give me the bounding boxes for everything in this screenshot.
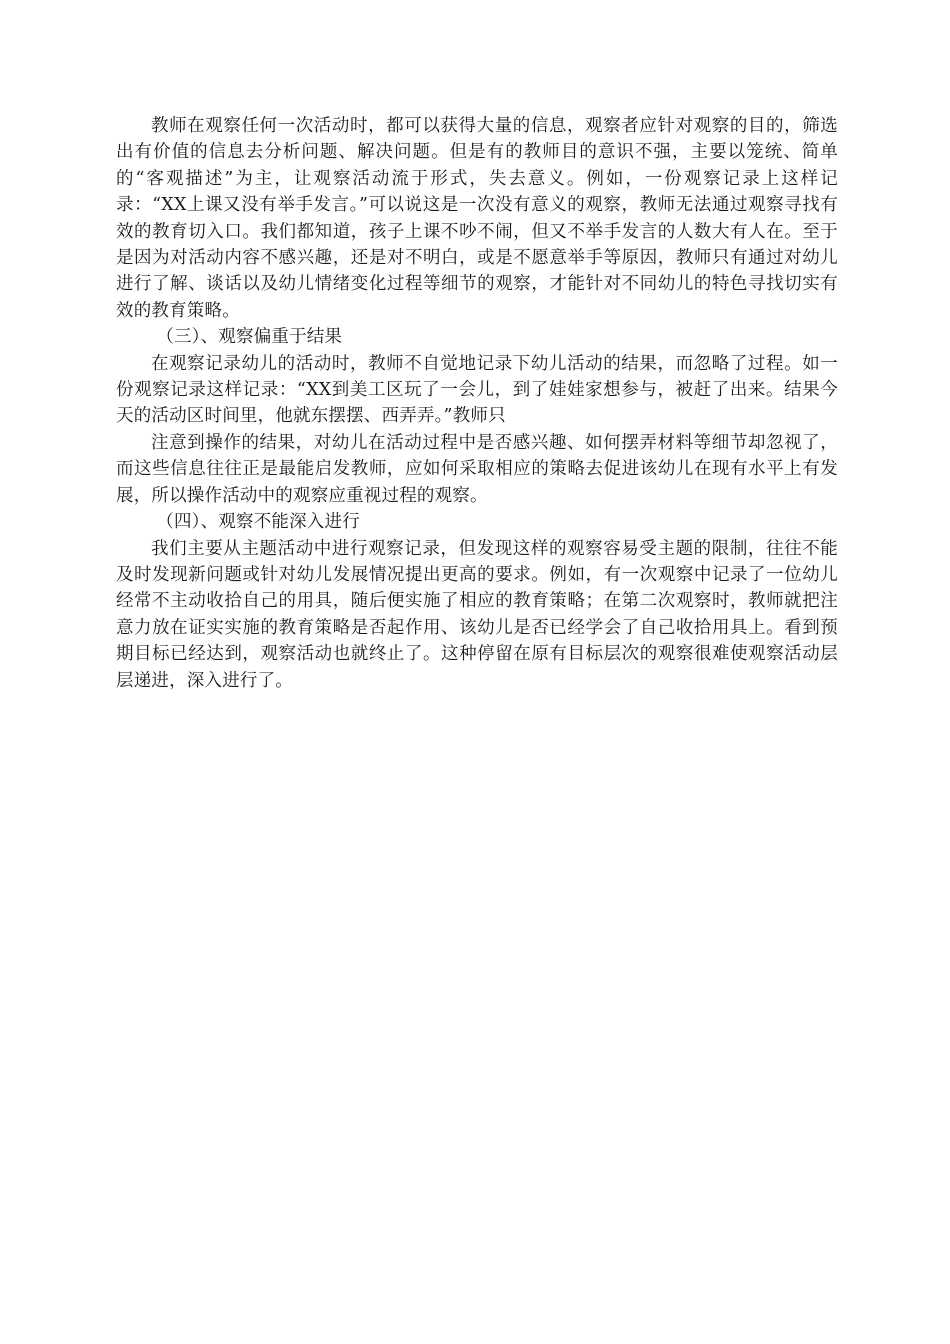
section-heading-3: （三）、观察偏重于结果 <box>156 327 343 348</box>
paragraph-shallow-observation: 我们主要从主题活动中进行观察记录，但发现这样的观察容易受主题的限制，往往不能及时发现新问题或针对幼儿发展情况提出更高的要求。例如，有一次观察中记录了一位幼儿经常不主动收拾自己的用具，随后便实施了相应的教育策略；在第二次观察时，教师就把注意力放在证实实施的教育策略是否起作用、该幼儿是否已经学会了自己收拾用具上。看到预期目标已经达到，观察活动也就终止了。这种停留在原有目标层次的观察很难使观察活动层层递进，深入进行了。 <box>116 538 838 691</box>
paragraph-process-neglect: 注意到操作的结果，对幼儿在活动过程中是否感兴趣、如何摆弄材料等细节却忽视了，而这些信息往往正是最能启发教师，应如何采取相应的策略去促进该幼儿在现有水平上有发展，所以操作活动中的观察应重视过程的观察。 <box>116 432 838 506</box>
section-heading-4: （四）、观察不能深入进行 <box>156 512 360 533</box>
paragraph-result-focus: 在观察记录幼儿的活动时，教师不自觉地记录下幼儿活动的结果，而忽略了过程。如一份观察记录这样记录：“XX到美工区玩了一会儿，到了娃娃家想参与，被赶了出来。结果今天的活动区时间里，他就东摆摆、西弄弄。”教师只 <box>116 353 838 427</box>
document-page <box>116 113 838 694</box>
paragraph-observation-purpose: 教师在观察任何一次活动时，都可以获得大量的信息，观察者应针对观察的目的，筛选出有价值的信息去分析问题、解决问题。但是有的教师目的意识不强，主要以笼统、简单的“客观描述”为主，让观察活动流于形式，失去意义。例如，一份观察记录上这样记录：“XX上课又没有举手发言。”可以说这是一次没有意义的观察，教师无法通过观察寻找有效的教育切入口。我们都知道，孩子上课不吵不闹，但又不举手发言的人数大有人在。至于是因为对活动内容不感兴趣，还是对不明白，或是不愿意举手等原因，教师只有通过对幼儿进行了解、谈话以及幼儿情绪变化过程等细节的观察，才能针对不同幼儿的特色寻找切实有效的教育策略。 <box>116 116 838 321</box>
